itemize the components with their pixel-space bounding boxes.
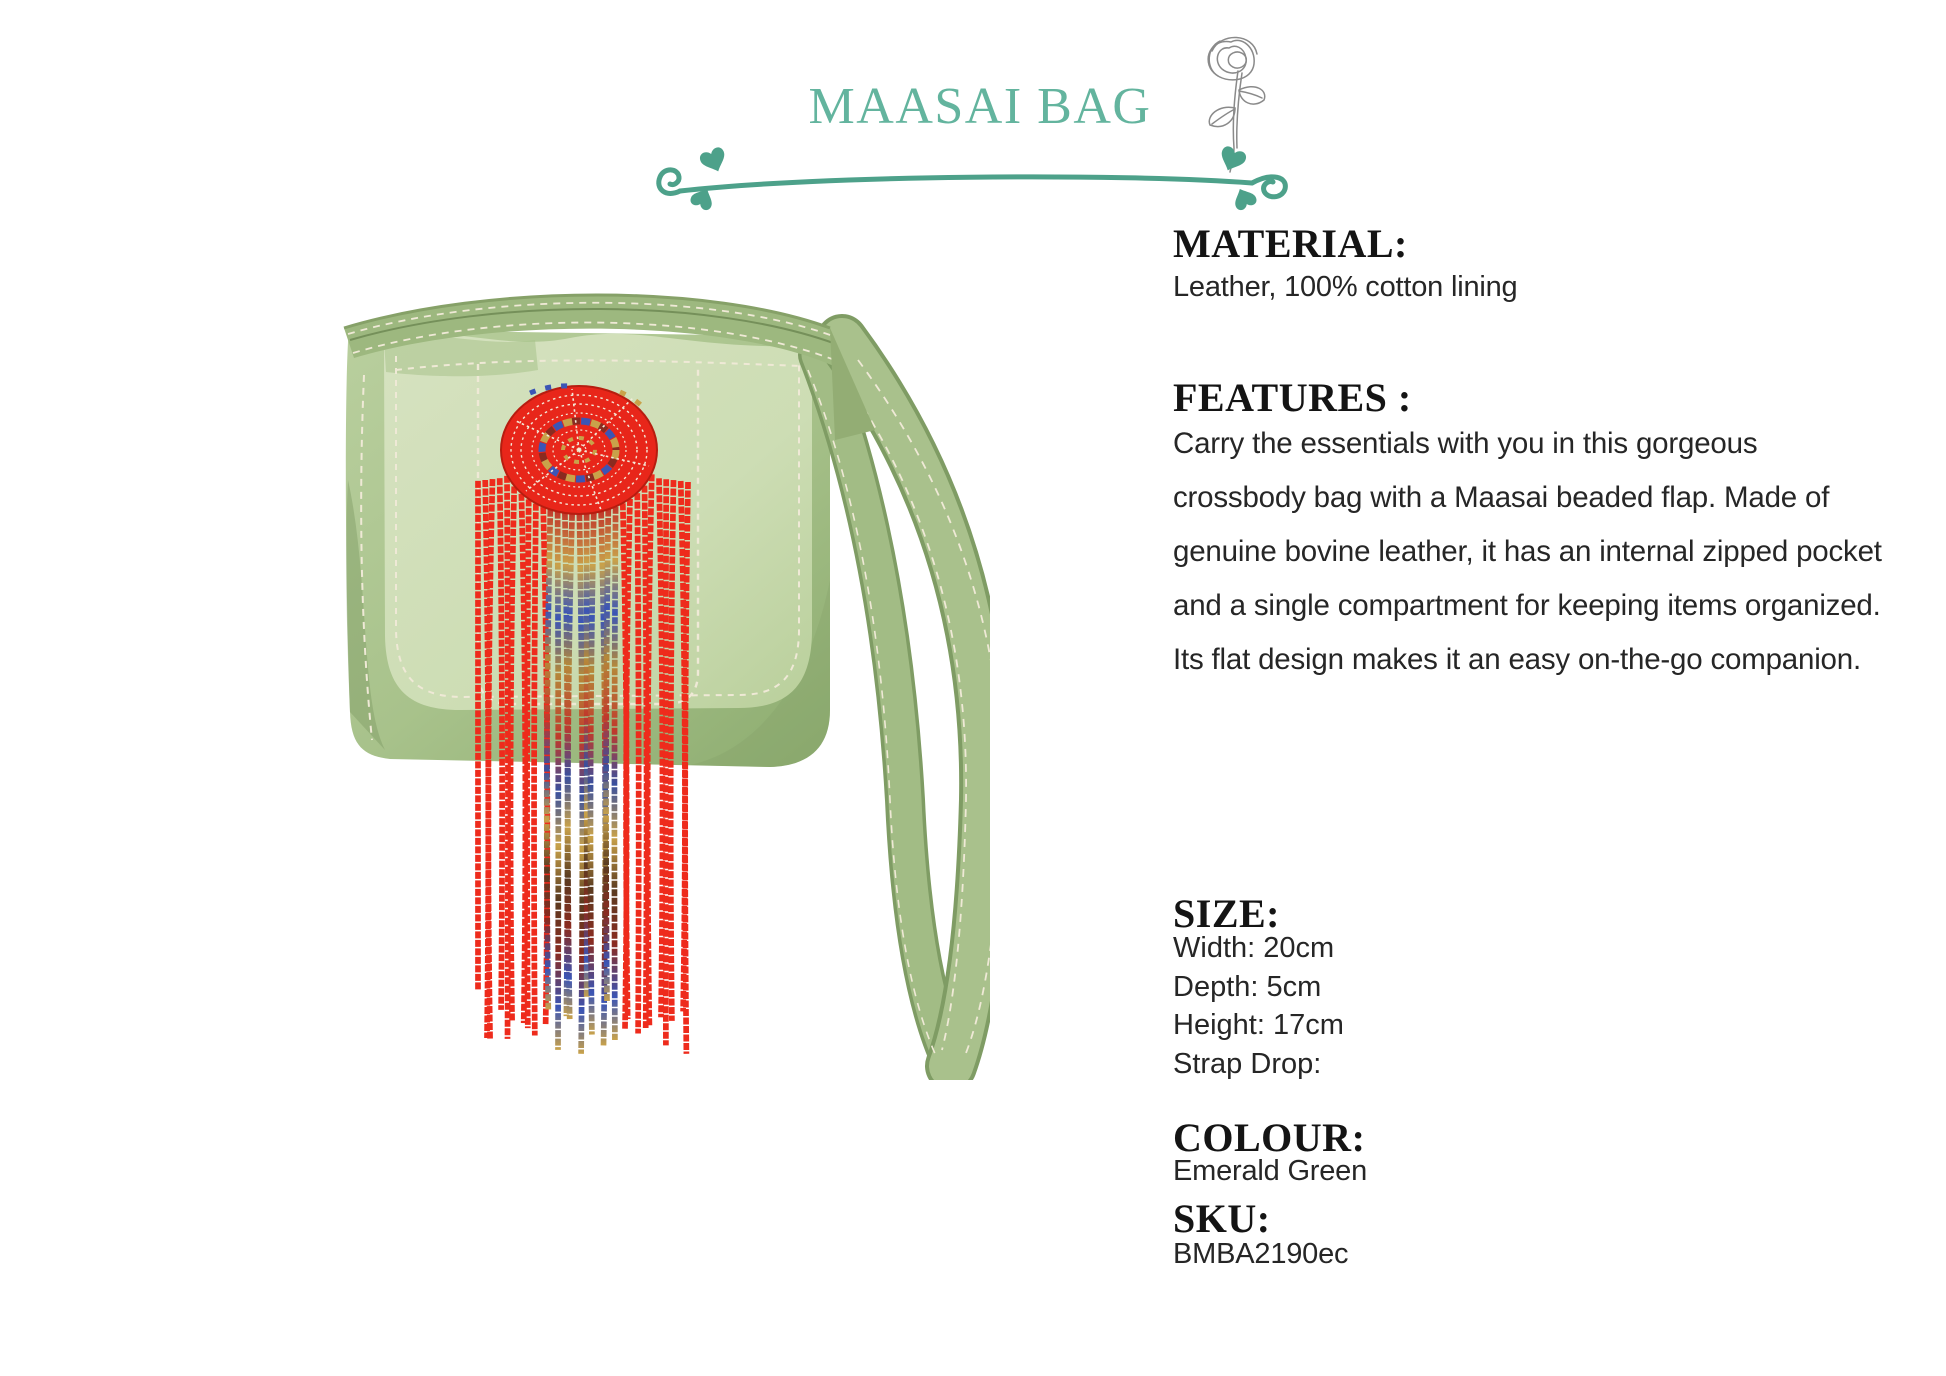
size-row: Height: 17cm [1173, 1009, 1344, 1041]
size-row: Width: 20cm [1173, 932, 1335, 964]
fringe-strand [590, 513, 593, 1035]
shoulder-strap-loop [808, 340, 990, 1066]
fringe-strand [558, 512, 559, 1050]
fringe-strand [579, 514, 582, 1054]
colour-value: Emerald Green [1173, 1155, 1368, 1187]
fringe-strand [606, 510, 608, 1003]
fringe-strand [500, 478, 502, 1010]
features-text: Carry the essentials with you in this gorgeous crossbody bag with a Maasai beaded flap. Made of genuine bovine leather, it has an internal zipped pocket and a single compartment for keeping items organized. Its flat design makes it an easy on-the-go companion. [1173, 427, 1882, 676]
material-value: Leather, 100% cotton lining [1173, 271, 1518, 303]
size-row: Depth: 5cm [1173, 970, 1322, 1003]
size-row: Strap Drop: [1173, 1047, 1322, 1080]
fringe-strand [614, 507, 615, 1040]
sku-value: BMBA2190ec [1173, 1238, 1349, 1270]
fringe-strand [659, 478, 662, 1017]
fringe-strand [671, 480, 674, 1021]
size-list [1173, 929, 1913, 1083]
fringe-strand [685, 482, 688, 1054]
page-title: MAASAI BAG [808, 78, 1152, 135]
fringe-strand [637, 493, 638, 1033]
fringe-strand [534, 504, 536, 1036]
size-label: SIZE: [1173, 891, 1280, 936]
header-divider [650, 146, 1300, 212]
bag-illustration [330, 280, 990, 1080]
features-label: FEATURES : [1173, 375, 1412, 420]
colour-label: COLOUR: [1173, 1115, 1366, 1160]
material-label: MATERIAL: [1173, 221, 1408, 266]
beaded-medallion [501, 386, 657, 514]
sku-label: SKU: [1173, 1196, 1271, 1241]
product-image [330, 280, 990, 1080]
